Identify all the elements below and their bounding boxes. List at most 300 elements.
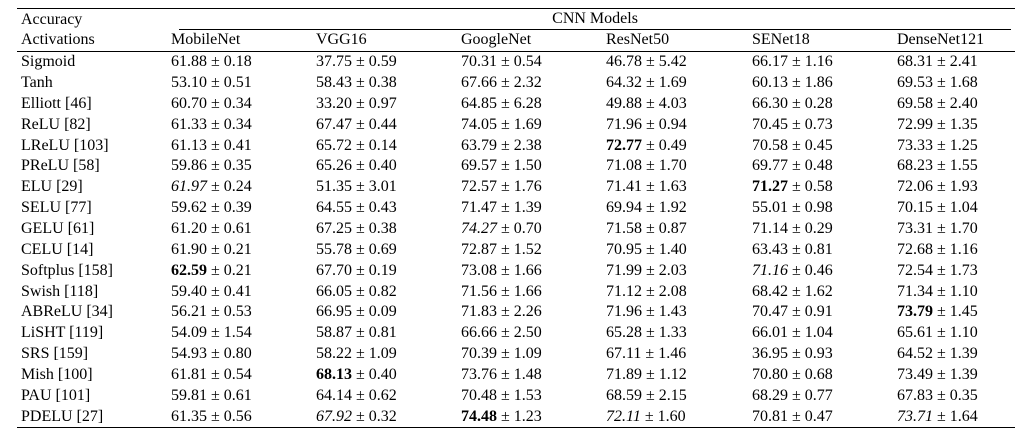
- plus-minus-sign: ±: [207, 94, 224, 112]
- row-label: PDELU [27]: [17, 406, 167, 427]
- plus-minus-sign: ±: [933, 345, 950, 363]
- table-cell: [893, 239, 1015, 260]
- table-cell: [748, 73, 893, 94]
- cell-mean: 65.26: [316, 157, 352, 175]
- table-cell: [893, 51, 1015, 72]
- table-cell: [457, 198, 602, 219]
- cell-std: 0.68: [804, 365, 833, 383]
- plus-minus-sign: ±: [788, 240, 805, 258]
- plus-minus-sign: ±: [497, 324, 514, 342]
- table-cell: [602, 239, 748, 260]
- cell-mean: 73.31: [897, 220, 933, 238]
- cell-mean: 49.88: [606, 94, 642, 112]
- table-cell: [893, 219, 1015, 240]
- cell-std: 0.41: [223, 282, 252, 300]
- table-cell: [312, 94, 457, 115]
- table-cell: [457, 323, 602, 344]
- row-label: LReLU [103]: [21, 136, 109, 154]
- cell-mean: 74.05: [461, 115, 497, 133]
- plus-minus-sign: ±: [642, 220, 659, 238]
- cell-std: 0.97: [368, 94, 397, 112]
- cell-std: 0.19: [368, 261, 397, 279]
- cell-mean: 51.35: [316, 178, 352, 196]
- table-row: [17, 114, 1015, 135]
- table-cell: [748, 219, 893, 240]
- table-cell: [748, 239, 893, 260]
- cell-std: 1.92: [658, 199, 687, 217]
- cell-mean: 64.52: [897, 345, 933, 363]
- table-cell: [748, 156, 893, 177]
- plus-minus-sign: ±: [497, 136, 514, 154]
- table-cell: [893, 94, 1015, 115]
- cell-std: 0.21: [223, 240, 252, 258]
- plus-minus-sign: ±: [933, 115, 950, 133]
- cell-mean: 72.87: [461, 240, 497, 258]
- table-cell: [167, 156, 312, 177]
- plus-minus-sign: ±: [933, 136, 950, 154]
- table-cell: [893, 344, 1015, 365]
- cell-mean: 61.35: [171, 407, 207, 425]
- cell-std: 2.08: [658, 282, 687, 300]
- table-cell: [167, 260, 312, 281]
- table-cell: [167, 365, 312, 386]
- plus-minus-sign: ±: [933, 365, 950, 383]
- table-row: [17, 73, 1015, 94]
- table-cell: [602, 198, 748, 219]
- cell-mean: 37.75: [316, 53, 352, 71]
- plus-minus-sign: ±: [933, 240, 950, 258]
- cell-mean: 72.06: [897, 178, 933, 196]
- row-label: Tanh: [21, 74, 53, 92]
- plus-minus-sign: ±: [207, 324, 224, 342]
- cell-mean: 71.96: [606, 115, 642, 133]
- table-cell: [748, 365, 893, 386]
- table-cell: [457, 344, 602, 365]
- table-cell: [312, 239, 457, 260]
- cell-std: 1.04: [949, 199, 978, 217]
- cell-std: 0.48: [804, 157, 833, 175]
- table-row: [17, 177, 1015, 198]
- table-cell: [748, 51, 893, 72]
- cell-mean: 73.49: [897, 365, 933, 383]
- cell-mean: 73.08: [461, 261, 497, 279]
- cell-std: 1.25: [949, 136, 978, 154]
- cell-std: 2.26: [513, 303, 542, 321]
- table-cell: [893, 135, 1015, 156]
- plus-minus-sign: ±: [207, 386, 224, 404]
- cell-mean: 66.66: [461, 324, 497, 342]
- plus-minus-sign: ±: [642, 115, 659, 133]
- plus-minus-sign: ±: [642, 240, 659, 258]
- plus-minus-sign: ±: [207, 115, 224, 133]
- cell-mean: 69.77: [752, 157, 788, 175]
- cell-mean: 71.41: [606, 178, 642, 196]
- cell-std: 1.73: [949, 261, 978, 279]
- cell-mean: 67.11: [606, 345, 642, 363]
- table-cell: [602, 135, 748, 156]
- row-label: Sigmoid: [21, 53, 76, 71]
- cell-std: 0.73: [804, 115, 833, 133]
- cell-mean: 68.59: [606, 386, 642, 404]
- cell-std: 0.40: [368, 365, 397, 383]
- row-label: Swish [118]: [21, 282, 99, 300]
- cell-std: 0.54: [513, 53, 542, 71]
- table-row: [17, 219, 1015, 240]
- table-cell: [602, 73, 748, 94]
- cell-mean: 58.87: [316, 324, 352, 342]
- cell-mean: 70.80: [752, 365, 788, 383]
- cell-mean: 58.22: [316, 345, 352, 363]
- plus-minus-sign: ±: [352, 94, 369, 112]
- row-label: GELU [61]: [21, 220, 95, 238]
- row-label: SELU [77]: [21, 199, 92, 217]
- cell-mean: 33.20: [316, 94, 352, 112]
- table-row: [17, 94, 1015, 115]
- table-row: [17, 281, 1015, 302]
- cell-mean: 69.94: [606, 199, 642, 217]
- cell-std: 0.94: [658, 115, 687, 133]
- cell-mean: 61.88: [171, 53, 207, 71]
- table-cell: [602, 406, 748, 427]
- plus-minus-sign: ±: [207, 261, 224, 279]
- plus-minus-sign: ±: [788, 345, 805, 363]
- cell-mean: 56.21: [171, 303, 207, 321]
- cell-std: 1.16: [949, 240, 978, 258]
- table-cell: [312, 281, 457, 302]
- table-row: [17, 406, 1015, 427]
- column-header: DenseNet121: [893, 30, 1015, 51]
- table-cell: [167, 281, 312, 302]
- table-cell: [602, 323, 748, 344]
- plus-minus-sign: ±: [788, 94, 805, 112]
- table-cell: [748, 177, 893, 198]
- cell-std: 1.60: [657, 407, 686, 425]
- table-cell: [602, 365, 748, 386]
- cell-mean: 54.93: [171, 345, 207, 363]
- table-cell: [748, 135, 893, 156]
- plus-minus-sign: ±: [788, 53, 805, 71]
- cell-std: 6.28: [513, 94, 542, 112]
- table-row: [17, 135, 1015, 156]
- plus-minus-sign: ±: [642, 53, 659, 71]
- cell-std: 0.82: [368, 282, 397, 300]
- plus-minus-sign: ±: [497, 407, 514, 425]
- header-row-2: [17, 30, 1015, 51]
- cell-mean: 71.34: [897, 282, 933, 300]
- plus-minus-sign: ±: [352, 282, 369, 300]
- cell-std: 0.45: [804, 136, 833, 154]
- cell-std: 1.10: [949, 282, 978, 300]
- cell-std: 0.41: [223, 136, 252, 154]
- cell-std: 1.39: [513, 199, 542, 217]
- table-cell: [167, 94, 312, 115]
- plus-minus-sign: ±: [207, 303, 224, 321]
- cell-std: 0.61: [223, 386, 252, 404]
- cell-mean: 71.89: [606, 365, 642, 383]
- cell-std: 0.87: [658, 220, 687, 238]
- cell-mean: 63.79: [461, 136, 497, 154]
- plus-minus-sign: ±: [933, 220, 950, 238]
- cell-std: 1.55: [949, 157, 978, 175]
- plus-minus-sign: ±: [933, 199, 950, 217]
- plus-minus-sign: ±: [642, 199, 659, 217]
- cell-std: 1.43: [658, 303, 687, 321]
- cell-std: 1.09: [368, 345, 397, 363]
- table-cell: [893, 198, 1015, 219]
- cell-mean: 59.40: [171, 282, 207, 300]
- table-cell: [167, 344, 312, 365]
- table-cell: [167, 302, 312, 323]
- cell-mean: 66.95: [316, 303, 352, 321]
- cell-mean: 68.31: [897, 53, 933, 71]
- plus-minus-sign: ±: [933, 74, 950, 92]
- plus-minus-sign: ±: [497, 240, 514, 258]
- table-cell: [167, 73, 312, 94]
- table-cell: [893, 365, 1015, 386]
- cell-mean: 67.92: [316, 407, 352, 425]
- plus-minus-sign: ±: [207, 240, 224, 258]
- table-cell: [893, 177, 1015, 198]
- cell-std: 1.64: [949, 407, 978, 425]
- plus-minus-sign: ±: [352, 53, 369, 71]
- cell-std: 0.51: [223, 74, 252, 92]
- cell-mean: 69.58: [897, 94, 933, 112]
- cell-std: 0.46: [804, 261, 833, 279]
- cell-std: 0.61: [223, 220, 252, 238]
- cell-mean: 69.57: [461, 157, 497, 175]
- row-label: LiSHT [119]: [21, 324, 104, 342]
- cell-std: 0.53: [223, 303, 252, 321]
- corner-label-bottom: Activations: [17, 30, 167, 51]
- table-row: [17, 323, 1015, 344]
- cell-mean: 65.28: [606, 324, 642, 342]
- cell-std: 0.77: [804, 386, 833, 404]
- cell-mean: 63.43: [752, 240, 788, 258]
- table-cell: [457, 73, 602, 94]
- column-header: SENet18: [748, 30, 893, 51]
- cell-std: 1.86: [804, 74, 833, 92]
- plus-minus-sign: ±: [497, 74, 514, 92]
- table-cell: [893, 323, 1015, 344]
- plus-minus-sign: ±: [207, 407, 224, 425]
- cell-std: 1.68: [949, 74, 978, 92]
- table-cell: [167, 406, 312, 427]
- cell-std: 0.56: [223, 407, 252, 425]
- cell-mean: 67.70: [316, 261, 352, 279]
- cell-std: 4.03: [658, 94, 687, 112]
- table-cell: [167, 219, 312, 240]
- plus-minus-sign: ±: [641, 345, 659, 363]
- cell-mean: 61.90: [171, 240, 207, 258]
- table-cell: [457, 51, 602, 72]
- table-cell: [602, 114, 748, 135]
- table-cell: [748, 198, 893, 219]
- cell-mean: 67.66: [461, 74, 497, 92]
- plus-minus-sign: ±: [933, 407, 950, 425]
- table-row: [17, 365, 1015, 386]
- plus-minus-sign: ±: [207, 157, 224, 175]
- plus-minus-sign: ±: [788, 365, 805, 383]
- cell-std: 1.70: [949, 220, 978, 238]
- cell-mean: 71.16: [752, 261, 788, 279]
- cell-mean: 73.79: [897, 303, 933, 321]
- cell-mean: 65.72: [316, 136, 352, 154]
- cell-std: 0.58: [804, 178, 833, 196]
- table-cell: [167, 114, 312, 135]
- plus-minus-sign: ±: [352, 74, 369, 92]
- cell-std: 0.32: [368, 407, 397, 425]
- cell-mean: 71.27: [752, 178, 788, 196]
- plus-minus-sign: ±: [497, 386, 514, 404]
- table-cell: [457, 302, 602, 323]
- cell-std: 0.47: [804, 407, 833, 425]
- plus-minus-sign: ±: [207, 199, 224, 217]
- plus-minus-sign: ±: [788, 407, 805, 425]
- cell-mean: 66.01: [752, 324, 788, 342]
- table-cell: [457, 114, 602, 135]
- plus-minus-sign: ±: [352, 199, 369, 217]
- plus-minus-sign: ±: [788, 199, 805, 217]
- cell-mean: 66.05: [316, 282, 352, 300]
- table-cell: [748, 114, 893, 135]
- cell-std: 0.34: [223, 115, 252, 133]
- plus-minus-sign: ±: [207, 178, 224, 196]
- table-cell: [602, 94, 748, 115]
- cell-std: 1.23: [513, 407, 542, 425]
- plus-minus-sign: ±: [497, 53, 514, 71]
- table-cell: [602, 385, 748, 406]
- plus-minus-sign: ±: [642, 324, 659, 342]
- cell-std: 0.44: [368, 115, 397, 133]
- table-cell: [748, 323, 893, 344]
- table-cell: [457, 365, 602, 386]
- cell-std: 0.93: [804, 345, 833, 363]
- cell-mean: 70.81: [752, 407, 788, 425]
- cell-mean: 59.86: [171, 157, 207, 175]
- plus-minus-sign: ±: [352, 136, 369, 154]
- plus-minus-sign: ±: [497, 94, 514, 112]
- cell-mean: 64.32: [606, 74, 642, 92]
- table-cell: [457, 135, 602, 156]
- row-label: Mish [100]: [21, 365, 93, 383]
- table-cell: [312, 135, 457, 156]
- plus-minus-sign: ±: [642, 365, 659, 383]
- cell-std: 0.28: [804, 94, 833, 112]
- table-cell: [312, 114, 457, 135]
- cell-mean: 72.99: [897, 115, 933, 133]
- cell-std: 1.50: [513, 157, 542, 175]
- cell-std: 1.10: [949, 324, 978, 342]
- plus-minus-sign: ±: [497, 220, 514, 238]
- cell-std: 1.62: [804, 282, 833, 300]
- cell-std: 1.46: [658, 345, 687, 363]
- table-cell: [748, 385, 893, 406]
- plus-minus-sign: ±: [788, 282, 805, 300]
- plus-minus-sign: ±: [788, 178, 805, 196]
- table-cell: [457, 281, 602, 302]
- plus-minus-sign: ±: [497, 115, 514, 133]
- cell-std: 1.70: [658, 157, 687, 175]
- cell-std: 1.40: [658, 240, 687, 258]
- cell-mean: 70.95: [606, 240, 642, 258]
- plus-minus-sign: ±: [497, 345, 514, 363]
- plus-minus-sign: ±: [642, 74, 659, 92]
- plus-minus-sign: ±: [497, 261, 514, 279]
- plus-minus-sign: ±: [352, 115, 369, 133]
- table-cell: [312, 406, 457, 427]
- plus-minus-sign: ±: [642, 94, 659, 112]
- table-cell: [602, 156, 748, 177]
- row-label: PReLU [58]: [21, 157, 100, 175]
- column-header: VGG16: [312, 30, 457, 51]
- cell-std: 0.38: [368, 74, 397, 92]
- plus-minus-sign: ±: [497, 282, 514, 300]
- cell-std: 0.62: [368, 386, 397, 404]
- cell-mean: 62.59: [171, 261, 207, 279]
- plus-minus-sign: ±: [352, 365, 369, 383]
- cell-std: 1.53: [513, 386, 542, 404]
- column-header: GoogleNet: [457, 30, 602, 51]
- table-cell: [167, 239, 312, 260]
- row-label: Elliott [46]: [21, 94, 92, 112]
- plus-minus-sign: ±: [642, 136, 659, 154]
- table-row: [17, 302, 1015, 323]
- cell-mean: 61.13: [171, 136, 207, 154]
- plus-minus-sign: ±: [788, 324, 805, 342]
- table-cell: [893, 281, 1015, 302]
- plus-minus-sign: ±: [640, 407, 658, 425]
- plus-minus-sign: ±: [642, 157, 659, 175]
- cell-mean: 72.57: [461, 178, 497, 196]
- cell-std: 1.66: [513, 261, 542, 279]
- table-cell: [457, 406, 602, 427]
- cell-std: 0.38: [368, 220, 397, 238]
- plus-minus-sign: ±: [642, 282, 659, 300]
- table-cell: [312, 323, 457, 344]
- cell-mean: 72.54: [897, 261, 933, 279]
- plus-minus-sign: ±: [207, 53, 224, 71]
- plus-minus-sign: ±: [933, 53, 950, 71]
- plus-minus-sign: ±: [352, 303, 369, 321]
- cell-mean: 71.08: [606, 157, 642, 175]
- cell-std: 1.69: [658, 74, 687, 92]
- table-cell: [312, 385, 457, 406]
- cell-std: 2.38: [513, 136, 542, 154]
- cell-std: 2.15: [658, 386, 687, 404]
- cell-std: 3.01: [368, 178, 397, 196]
- column-header: MobileNet: [167, 30, 312, 51]
- cell-mean: 73.33: [897, 136, 933, 154]
- plus-minus-sign: ±: [352, 345, 369, 363]
- table-cell: [602, 260, 748, 281]
- cell-mean: 67.47: [316, 115, 352, 133]
- cell-std: 1.69: [513, 115, 542, 133]
- cell-std: 0.24: [223, 178, 252, 196]
- plus-minus-sign: ±: [788, 115, 805, 133]
- row-label: ELU [29]: [21, 178, 83, 196]
- cell-std: 5.42: [658, 53, 687, 71]
- table-body: [17, 51, 1015, 427]
- table-row: [17, 239, 1015, 260]
- cell-std: 0.98: [804, 199, 833, 217]
- plus-minus-sign: ±: [642, 261, 659, 279]
- plus-minus-sign: ±: [352, 240, 369, 258]
- table-cell: [893, 385, 1015, 406]
- corner-label-top: Accuracy: [17, 9, 167, 31]
- table-row: [17, 51, 1015, 72]
- table-cell: [748, 94, 893, 115]
- table-cell: [312, 156, 457, 177]
